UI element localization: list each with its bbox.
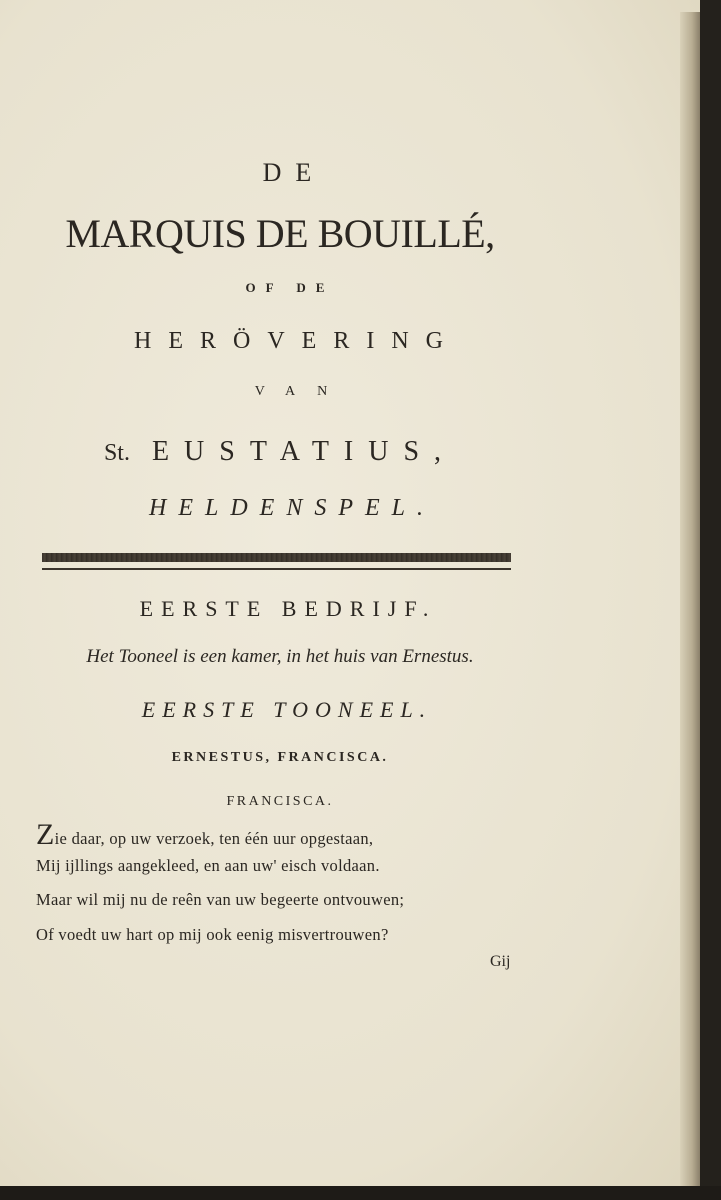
title-line-de: DE [262,158,326,187]
title-line-of-de: OF DE [245,280,335,295]
act-heading: EERSTE BEDRIJF. [139,596,437,621]
ornamental-rule-thick [42,553,511,562]
drop-cap: Z [36,818,55,851]
title-line-st-eustatius [30,436,530,468]
stage-direction: Het Tooneel is een kamer, in het huis van Ernestus. [86,646,474,667]
title-genre: HELDENSPEL. [148,495,435,521]
page-edge-shadow [680,12,700,1186]
background-bottom [0,1186,721,1200]
speaker-name: FRANCISCA. [226,794,334,809]
title-st-name: EUSTATIUS, [151,436,457,467]
verse-line-3: Maar wil mij nu de reên van uw begeerte ontvouwen; [36,890,405,909]
title-line-van: VAN [254,384,350,399]
verse-line-1-text: ie daar, op uw verzoek, ten één uur opgestaan, [54,829,374,848]
ornamental-rule-thin [42,568,511,570]
background-right [700,0,721,1200]
title-line-herovering: HERÖVERING [134,328,460,354]
catchword: Gij [490,953,511,970]
scene-heading: EERSTE TOONEEL. [141,697,433,722]
verse-line-2: Mij ijllings aangekleed, en aan uw' eisch voldaan. [36,856,380,875]
verse-line-1 [36,820,373,850]
verse-line-4: Of voedt uw hart op mij ook eenig misvertrouwen? [36,925,389,944]
title-main: MARQUIS DE BOUILLÉ, [65,211,495,256]
scene-characters: ERNESTUS, FRANCISCA. [171,750,389,765]
title-st-prefix: St. [103,440,130,466]
